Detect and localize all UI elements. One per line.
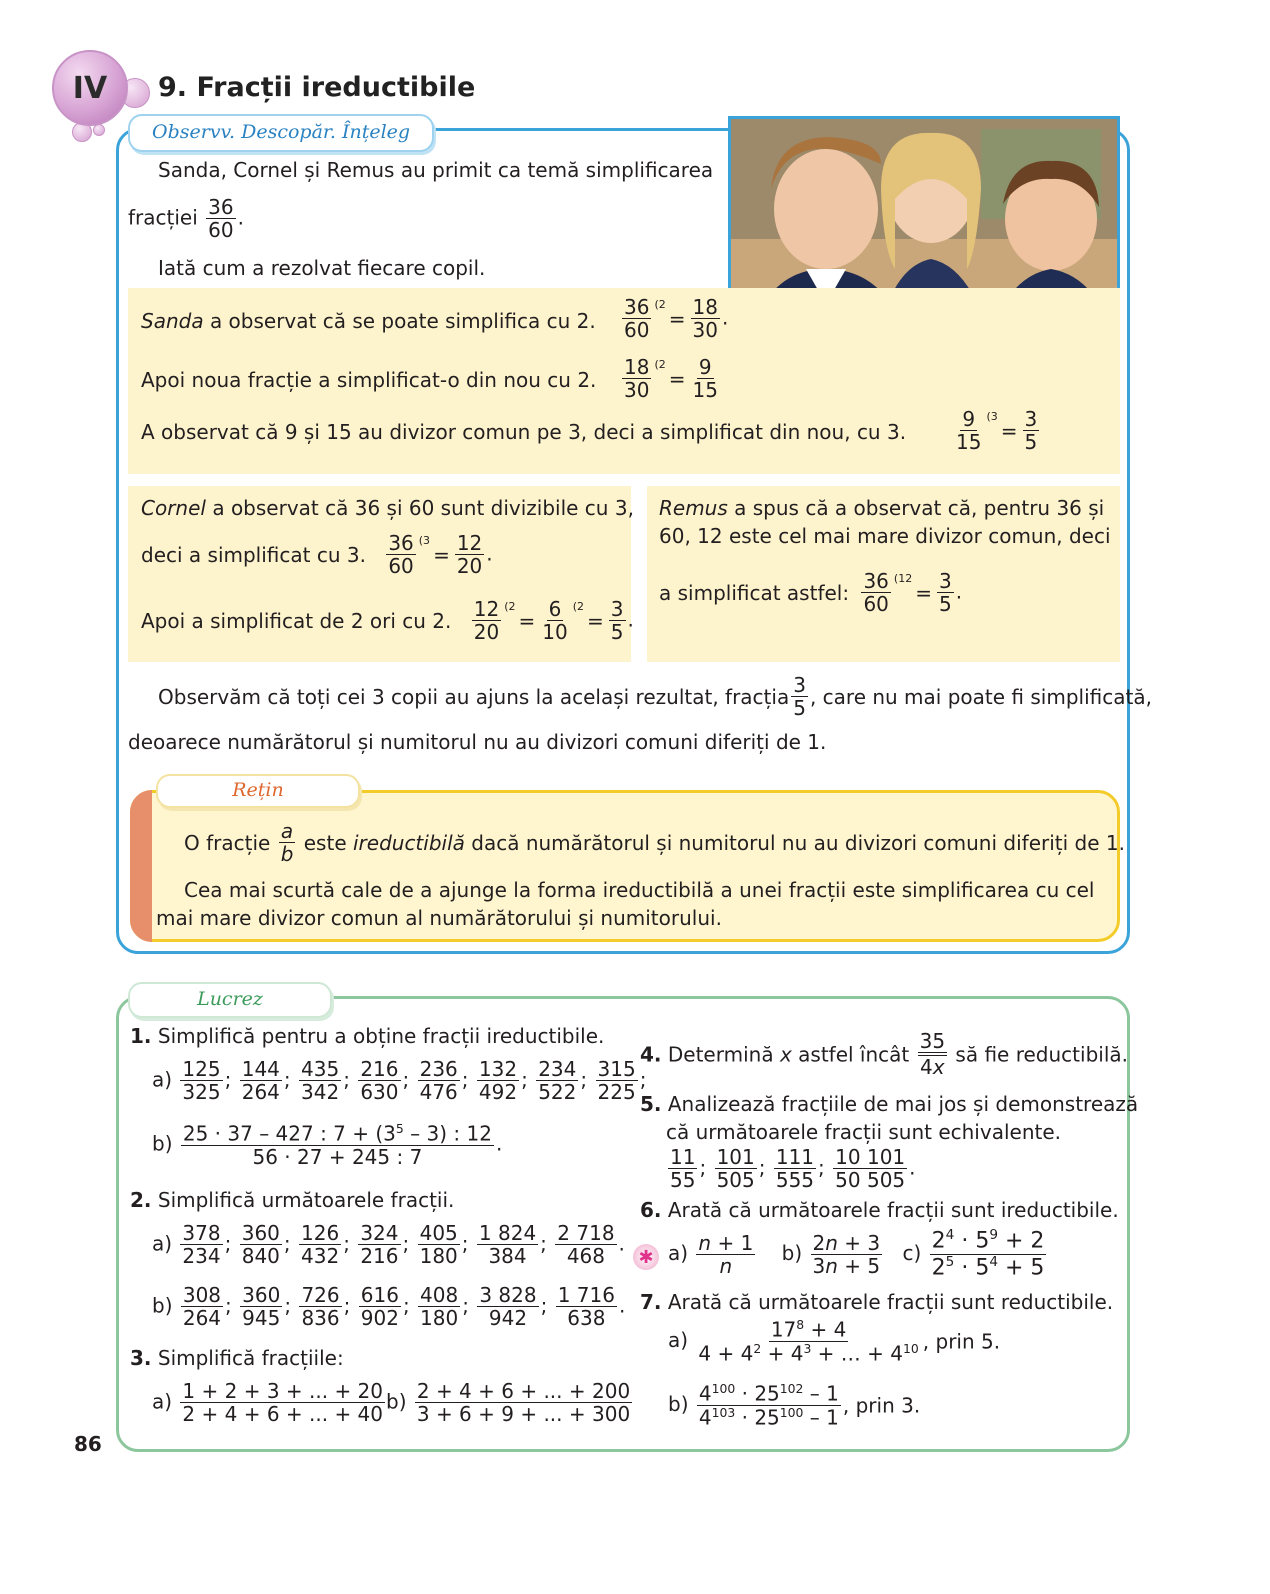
observ-tab: Observv. Descopăr. Înțeleg bbox=[128, 114, 434, 152]
exercise-7-b: b) $\frac{4^{100} \cdot 25^{102} - 1}{4^{103} \cdot 25^{100} - 1}$ , prin 3. bbox=[668, 1381, 921, 1430]
unit-badge: IV bbox=[52, 50, 128, 126]
intro-fractiei: fracției bbox=[128, 205, 198, 230]
conclusion-line-2: deoarece numărătorul și numitorul nu au divizori comuni diferiți de 1. bbox=[128, 730, 827, 754]
remus-line-1: Remus a spus că a observat că, pentru 36 și bbox=[659, 496, 1105, 520]
intro-line-1: Sanda, Cornel și Remus au primit ca temă simplificarea bbox=[158, 158, 714, 182]
exercise-1: 1. Simplifică pentru a obține fracții ireductibile. bbox=[130, 1024, 605, 1048]
exercise-6-items: a) $\frac{n + 1}{n}$ b) $\frac{2n + 3}{3n + 5}$ c) $\frac{2^4 \cdot 5^9 + 2}{2^5 \cdot 5^4 + 5}$ bbox=[668, 1227, 1045, 1281]
intro-line-2: fracției $\frac{36}{60}$ . bbox=[128, 195, 244, 243]
exercise-7-a: a) $\frac{17^8 + 4}{4 + 4^2 + 4^3 + \dots + 4^{10}}$ , prin 5. bbox=[668, 1317, 1001, 1366]
exercise-2-a: a) $\frac{378}{234}$ ; $\frac{360}{840}$ ; $\frac{126}{432}$ ; $\frac{324}{216}$ ; $\frac{405}{180}$ ; $\frac{1 824}{384}$ ; $\frac{2 718}{468}$ . bbox=[152, 1221, 625, 1269]
exercise-1-a: a) $\frac{125}{325}$ ; $\frac{144}{264}$ ; $\frac{435}{342}$ ; $\frac{216}{630}$ ; $\frac{236}{476}$ ; $\frac{132}{492}$ ; $\frac{234}{522}$ ; $\frac{315}{225}$ ; bbox=[152, 1057, 647, 1105]
sanda-calc-2: $\frac{18}{30}$ $^{(2}$= $\frac{9}{15}$ bbox=[624, 355, 718, 403]
sanda-calc-3: $\frac{9}{15}$ $^{(3}$= $\frac{3}{5}$ bbox=[956, 407, 1038, 455]
exercise-2: 2. Simplifică următoarele fracții. bbox=[130, 1188, 455, 1212]
retin-tab: Rețin bbox=[156, 774, 360, 808]
sanda-line-1: Sanda a observat că se poate simplifica cu 2. bbox=[141, 309, 596, 333]
chapter-title: 9. Fracții ireductibile bbox=[158, 72, 476, 103]
retin-line-3: mai mare divizor comun al numărătorului și numitorului. bbox=[156, 906, 722, 930]
exercise-6: 6. Arată că următoarele fracții sunt ireductibile. bbox=[640, 1198, 1119, 1222]
sanda-calc-1: $\frac{36}{60}$ $^{(2}$= $\frac{18}{30}$ . bbox=[624, 295, 729, 343]
cornel-line-1: Cornel a observat că 36 și 60 sunt divizibile cu 3, bbox=[141, 496, 634, 520]
sanda-line-3: A observat că 9 și 15 au divizor comun pe 3, deci a simplificat din nou, cu 3. bbox=[141, 420, 907, 444]
intro-line-3: Iată cum a rezolvat fiecare copil. bbox=[158, 256, 486, 280]
decor-bubble bbox=[93, 124, 105, 136]
conclusion-line-1: Observăm că toți cei 3 copii au ajuns la același rezultat, fracția $\frac{3}{5}$ , care nu mai poate fi simplificată, bbox=[158, 673, 1152, 721]
exercise-3-b: b) $\frac{2 + 4 + 6 + ... + 200}{3 + 6 + 9 + ... + 300}$ bbox=[386, 1379, 631, 1427]
retin-line-2: Cea mai scurtă cale de a ajunge la forma ireductibilă a unei fracții este simplificarea cu cel bbox=[184, 878, 1095, 902]
remus-line-3: a simplificat astfel: $\frac{36}{60}$ $^{(12}$= $\frac{3}{5}$ . bbox=[659, 569, 963, 617]
remus-name: Remus bbox=[659, 496, 728, 520]
exercise-5-line-2: că următoarele fracții sunt echivalente. bbox=[666, 1120, 1061, 1144]
exercise-5: 5. Analizează fracțiile de mai jos și demonstrează bbox=[640, 1092, 1139, 1116]
page-number: 86 bbox=[74, 1432, 102, 1456]
sanda-line-2: Apoi noua fracție a simplificat-o din nou cu 2. bbox=[141, 368, 597, 392]
exercise-3-a: a) $\frac{1 + 2 + 3 + ... + 20}{2 + 4 + 6 + ... + 40}$ bbox=[152, 1379, 384, 1427]
retin-accent-strip bbox=[130, 790, 152, 942]
exercise-7: 7. Arată că următoarele fracții sunt reductibile. bbox=[640, 1290, 1114, 1314]
remus-line-2: 60, 12 este cel mai mare divizor comun, deci bbox=[659, 524, 1111, 548]
exercise-3: 3. Simplifică fracțiile: bbox=[130, 1346, 344, 1370]
fraction-36-60: $\frac{36}{60}$ bbox=[208, 195, 234, 243]
cornel-line-2: deci a simplificat cu 3. $\frac{36}{60}$ $^{(3}$= $\frac{12}{20}$ . bbox=[141, 531, 493, 579]
fraction-3-5: $\frac{3}{5}$ bbox=[793, 673, 806, 721]
exercise-4: 4. Determină x astfel încât $\frac{35}{4x}$ să fie reductibilă. bbox=[640, 1029, 1128, 1080]
cornel-name: Cornel bbox=[141, 496, 206, 520]
exercise-2-b: b) $\frac{308}{264}$ ; $\frac{360}{945}$ ; $\frac{726}{836}$ ; $\frac{616}{902}$ ; $\frac{408}{180}$ ; $\frac{3 828}{942}$ ; $\frac{1 716}{638}$ . bbox=[152, 1283, 626, 1331]
exercise-5-fractions: $\frac{11}{55}$ ; $\frac{101}{505}$ ; $\frac{111}{555}$ ; $\frac{10 101}{50 505}$ . bbox=[670, 1145, 916, 1193]
cornel-line-3: Apoi a simplificat de 2 ori cu 2. $\frac{12}{20}$ $^{(2}$= $\frac{6}{10}$ $^{(2}$= $\frac{3}{5}$ . bbox=[141, 597, 634, 645]
retin-line-1: O fracție $\frac{a}{b}$ este ireductibilă dacă numărătorul și numitorul nu au divizori comuni diferiți de 1. bbox=[184, 819, 1125, 867]
challenge-star-icon: ✱ bbox=[633, 1244, 659, 1270]
sanda-name: Sanda bbox=[141, 309, 204, 333]
exercise-1-b: b) $\frac{25 \cdot 37 - 427 : 7 + (3^5 - 3) : 12}{56 \cdot 27 + 245 : 7}$ . bbox=[152, 1121, 503, 1170]
lucrez-tab: Lucrez bbox=[128, 982, 332, 1018]
fraction-a-b: $\frac{a}{b}$ bbox=[280, 819, 294, 867]
